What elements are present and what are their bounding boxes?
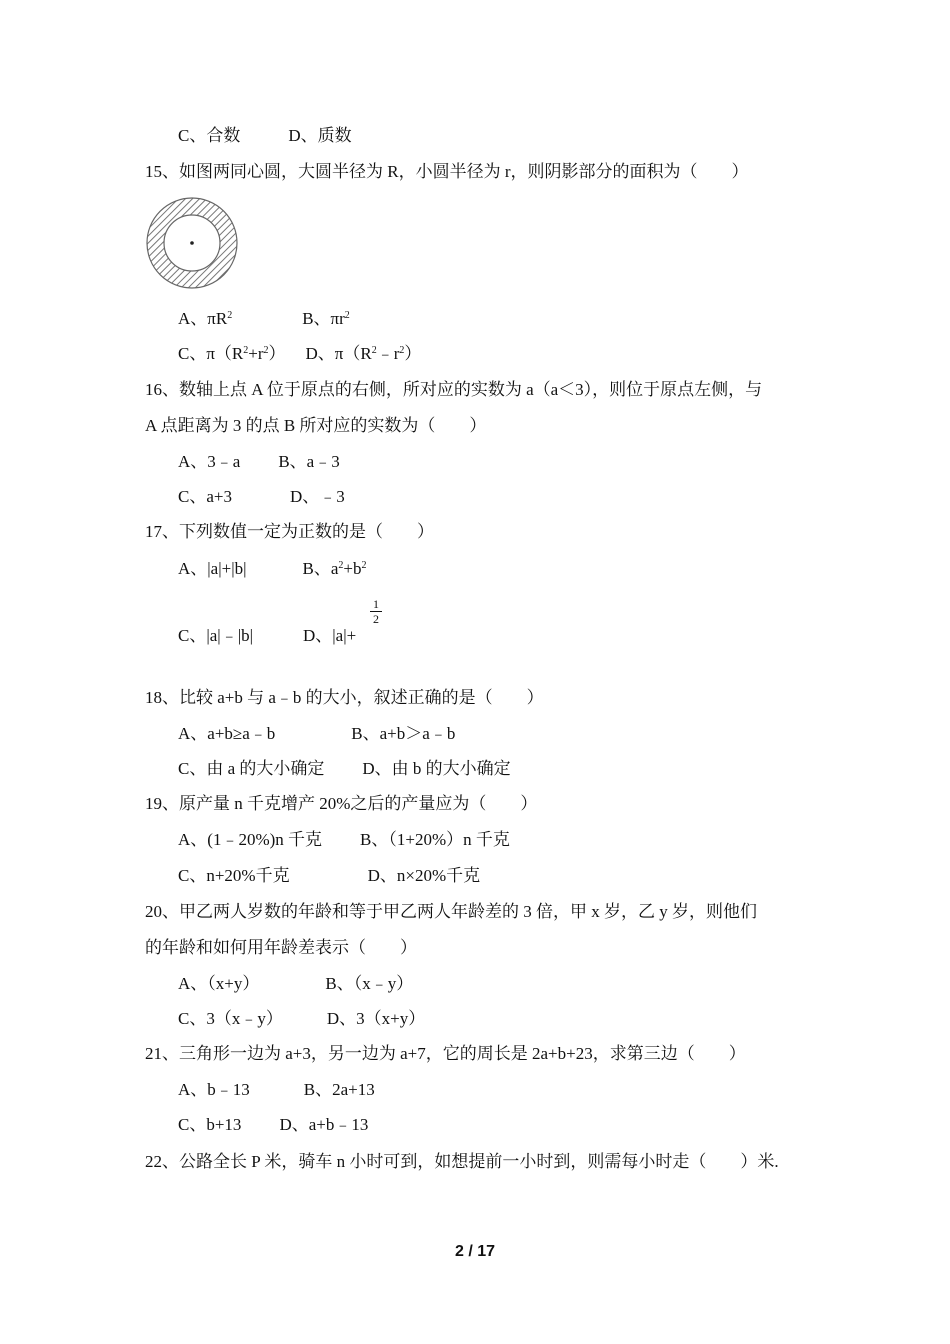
q16-option-b: B、a﹣3 — [278, 452, 340, 471]
q14-option-c: C、合数 — [178, 126, 241, 145]
q15-option-c: C、$\pi(R^2+r^2)$ — [178, 344, 286, 363]
q21-option-a: A、b﹣13 — [178, 1080, 250, 1099]
q15-options-ab — [178, 308, 350, 330]
q17-fraction — [370, 598, 382, 625]
q15-options-cd — [178, 343, 421, 365]
q18-option-b: B、a+b＞a﹣b — [351, 724, 456, 743]
q19-option-b: B、（1+20%）n 千克 — [360, 830, 510, 849]
q19-options-cd — [178, 865, 480, 887]
page-number: 2 / 17 — [454, 1243, 496, 1260]
q20-option-b: B、（x﹣y） — [325, 974, 414, 993]
q18-option-d: D、由 b 的大小确定 — [362, 759, 511, 778]
q19-option-d: D、n×20%千克 — [367, 866, 481, 885]
q18-options-ab — [178, 723, 455, 745]
q16-option-a: A、3﹣a — [178, 452, 241, 471]
q15-option-d: D、$\pi(R^2﹣r^2)$ — [305, 344, 422, 363]
q20-option-d: D、3（x+y） — [326, 1009, 426, 1028]
q20-options-cd — [178, 1008, 425, 1030]
q16-options-cd — [178, 486, 345, 508]
q21-option-d: D、a+b﹣13 — [279, 1115, 369, 1134]
q17-option-d: D、|a|+ — [303, 626, 357, 645]
q20-options-ab — [178, 973, 413, 995]
q17-options-cd — [178, 625, 356, 647]
concentric-circles-figure — [144, 197, 240, 289]
q18-stem: 18、比较 a+b 与 a﹣b 的大小，叙述正确的是（ ） — [145, 688, 544, 707]
q17-option-c: C、|a|﹣|b| — [178, 626, 253, 645]
fraction-denominator: 2 — [373, 612, 379, 626]
q17-stem: 17、下列数值一定为正数的是（ ） — [145, 522, 434, 541]
q22-stem: 22、公路全长 P 米，骑车 n 小时可到，如想提前一小时到，则需每小时走（ ）米. — [145, 1152, 779, 1171]
q14-option-d: D、质数 — [288, 126, 352, 145]
q17-option-b: B、$a^2+b^2$ — [302, 559, 367, 578]
q14-options — [178, 125, 352, 147]
q19-stem: 19、原产量 n 千克增产 20%之后的产量应为（ ） — [145, 794, 538, 813]
q16-option-c: C、a+3 — [178, 487, 232, 506]
q19-options-ab — [178, 829, 510, 851]
q16-stem-line1: 16、数轴上点 A 位于原点的右侧，所对应的实数为 a（a＜3），则位于原点左侧，与 — [145, 380, 763, 399]
q20-stem-line1: 20、甲乙两人岁数的年龄和等于甲乙两人年龄差的 3 倍，甲 x 岁，乙 y 岁，则他们 — [145, 902, 757, 921]
q17-option-a: A、|a|+|b| — [178, 559, 247, 578]
q21-options-cd — [178, 1114, 368, 1136]
q19-option-c: C、n+20%千克 — [178, 866, 290, 885]
q17-options-ab — [178, 558, 367, 580]
q21-stem: 21、三角形一边为 a+3，另一边为 a+7，它的周长是 2a+b+23，求第三边（ ） — [145, 1044, 746, 1063]
q15-stem: 15、如图两同心圆，大圆半径为 R，小圆半径为 r，则阴影部分的面积为（ ） — [145, 162, 749, 181]
q20-option-c: C、3（x﹣y） — [178, 1009, 283, 1028]
q20-option-a: A、（x+y） — [178, 974, 260, 993]
q20-stem-line2: 的年龄和如何用年龄差表示（ ） — [145, 938, 417, 957]
q21-options-ab — [178, 1079, 375, 1101]
q15-option-a: A、$\pi R^2$ — [178, 309, 233, 328]
q21-option-c: C、b+13 — [178, 1115, 242, 1134]
fraction-numerator: 1 — [373, 597, 379, 611]
q16-stem-line2: A 点距离为 3 的点 B 所对应的实数为（ ） — [145, 416, 487, 435]
q18-option-c: C、由 a 的大小确定 — [178, 759, 325, 778]
q15-option-b: B、$\pi r^2$ — [302, 309, 350, 328]
q18-option-a: A、a+b≥a﹣b — [178, 724, 276, 743]
center-point — [190, 241, 194, 245]
q18-options-cd — [178, 758, 511, 780]
q16-option-d: D、﹣3 — [289, 487, 345, 506]
q21-option-b: B、2a+13 — [303, 1080, 375, 1099]
q19-option-a: A、(1﹣20%)n 千克 — [178, 830, 323, 849]
q16-options-ab — [178, 451, 340, 473]
